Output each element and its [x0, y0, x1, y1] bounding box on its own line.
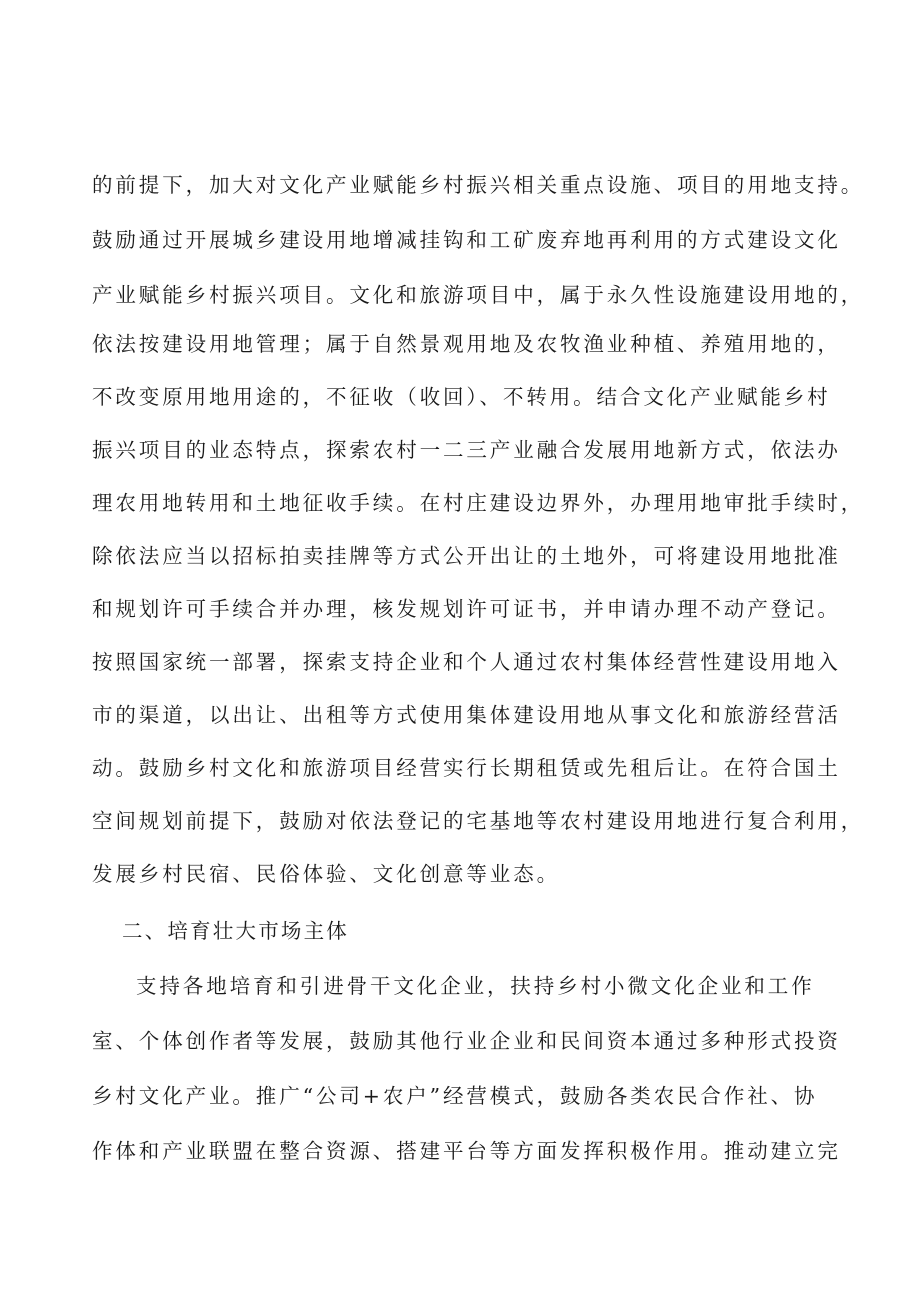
paragraph-2-line-1: 支持各地培育和引进骨干文化企业，扶持乡村小微文化企业和工作 [136, 974, 815, 998]
paragraph-1-line-12: 动。鼓励乡村文化和旅游项目经营实行长期租赁或先租后让。在符合国土 [92, 756, 841, 780]
paragraph-1-line-1: 的前提下，加大对文化产业赋能乡村振兴相关重点设施、项目的用地支持。 [92, 173, 865, 197]
paragraph-1-line-2: 鼓励通过开展城乡建设用地增减挂钩和工矿废弃地再利用的方式建设文化 [92, 228, 841, 252]
paragraph-1-line-5: 不改变原用地用途的，不征收（收回）、不转用。结合文化产业赋能乡村 [92, 385, 831, 409]
section-heading: 二、培育壮大市场主体 [122, 919, 349, 943]
paragraph-2-line-4: 作体和产业联盟在整合资源、搭建平台等方面发挥积极作用。推动建立完 [92, 1139, 841, 1163]
paragraph-1-line-4: 依法按建设用地管理；属于自然景观用地及农牧渔业种植、养殖用地的， [92, 332, 841, 356]
paragraph-1-line-13: 空间规划前提下，鼓励对依法登记的宅基地等农村建设用地进行复合利用， [92, 809, 865, 833]
paragraph-1-line-8: 除依法应当以招标拍卖挂牌等方式公开出让的土地外，可将建设用地批准 [92, 544, 841, 568]
paragraph-1-line-6: 振兴项目的业态特点，探索农村一二三产业融合发展用地新方式，依法办 [92, 438, 841, 462]
paragraph-1-line-10: 按照国家统一部署，探索支持企业和个人通过农村集体经营性建设用地入 [92, 650, 841, 674]
paragraph-1-line-11: 市的渠道，以出让、出租等方式使用集体建设用地从事文化和旅游经营活 [92, 703, 841, 727]
paragraph-1-line-7: 理农用地转用和土地征收手续。在村庄建设边界外，办理用地审批手续时， [92, 491, 865, 515]
paragraph-1-line-9: 和规划许可手续合并办理，核发规划许可证书，并申请办理不动产登记。 [92, 597, 841, 621]
paragraph-1-line-3: 产业赋能乡村振兴项目。文化和旅游项目中，属于永久性设施建设用地的， [92, 283, 865, 307]
paragraph-2-line-2: 室、个体创作者等发展，鼓励其他行业企业和民间资本通过多种形式投资 [92, 1029, 841, 1053]
paragraph-1-line-14: 发展乡村民宿、民俗体验、文化创意等业态。 [92, 862, 560, 886]
paragraph-2-line-3: 乡村文化产业。推广“公司+农户”经营模式，鼓励各类农民合作社、协 [92, 1084, 818, 1108]
